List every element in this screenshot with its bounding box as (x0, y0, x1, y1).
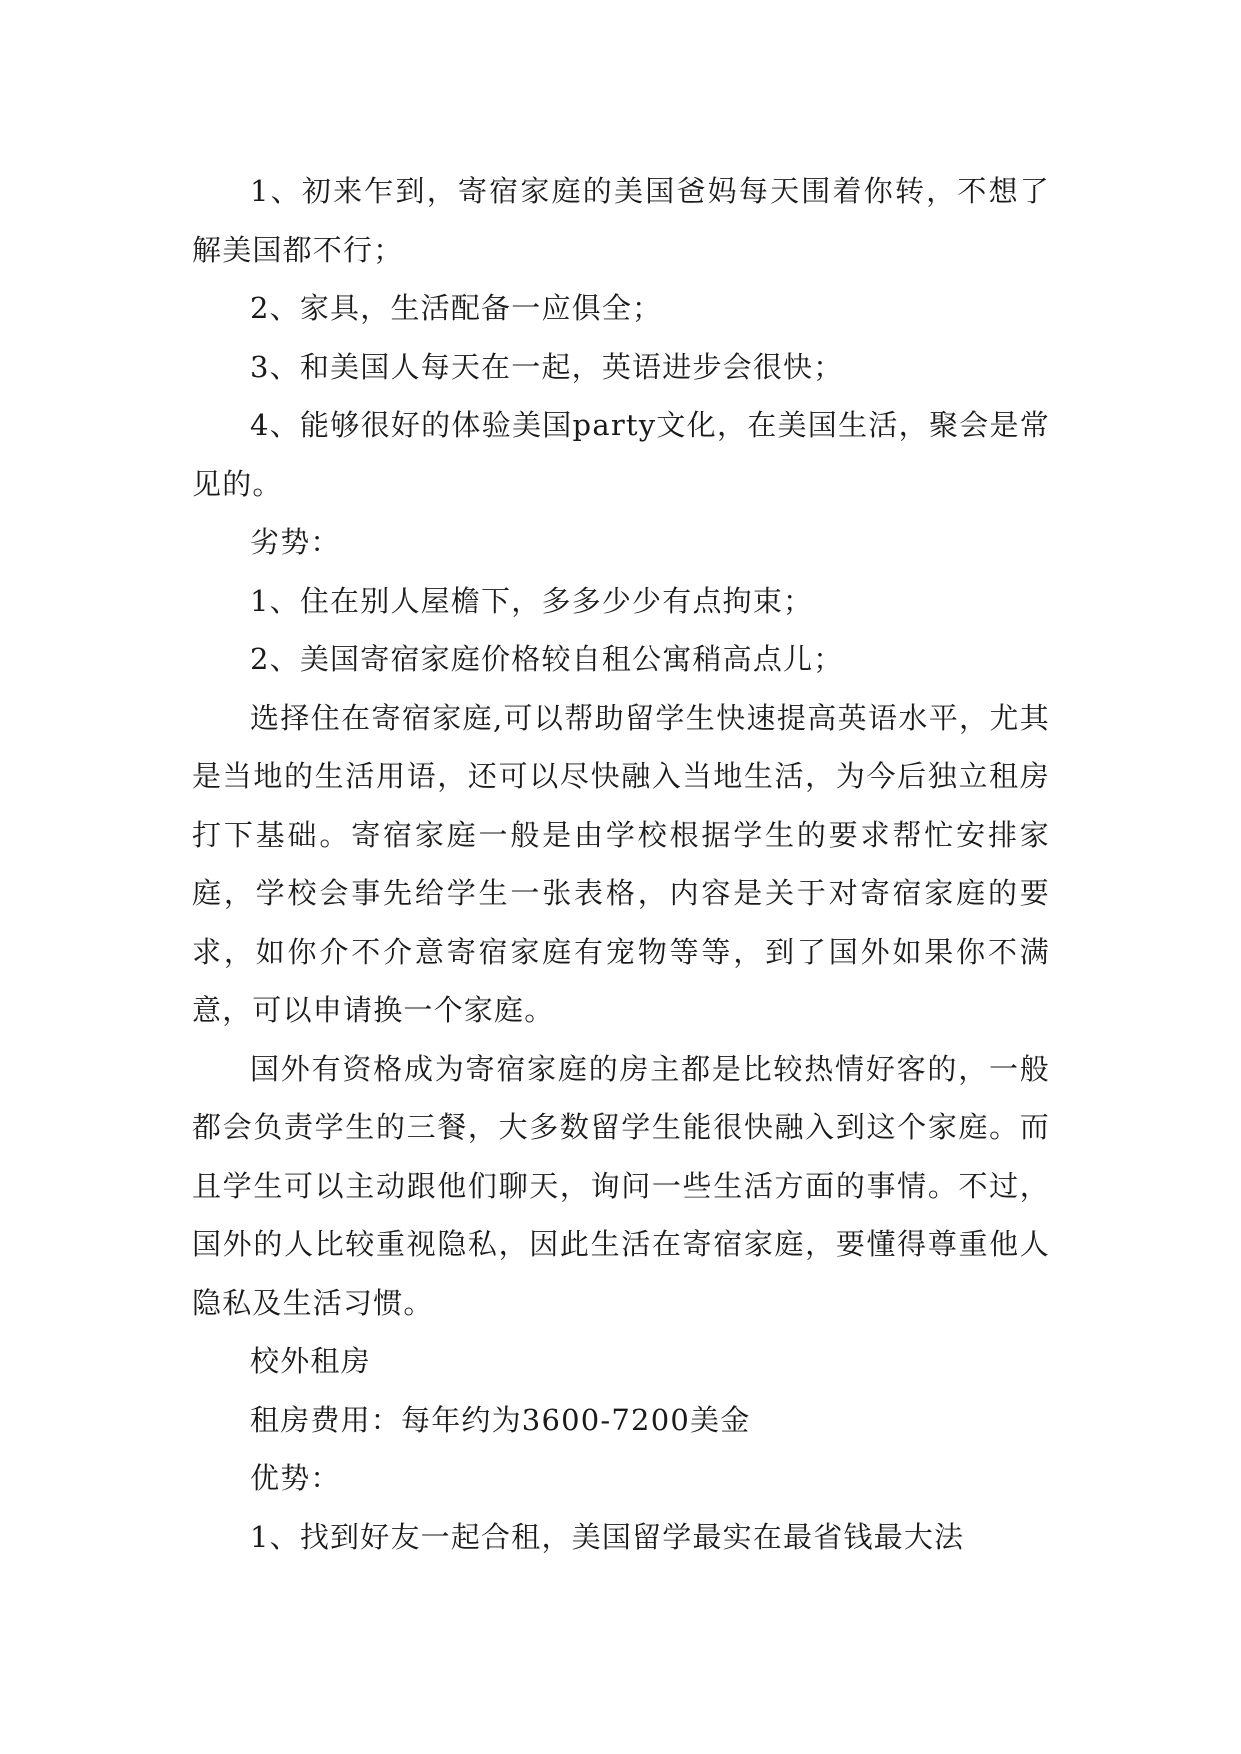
document-body (192, 162, 1050, 1566)
paragraph-advantage-2: 2、家具，生活配备一应俱全； (250, 291, 663, 325)
paragraph-disadvantage-1: 1、住在别人屋檐下，多多少少有点拘束； (250, 583, 814, 618)
heading-advantages: 优势： (250, 1461, 341, 1495)
paragraph-advantage-1: 1、初来乍到，寄宿家庭的美国爸妈每天围着你转，不想了解美国都不行； (192, 174, 1050, 267)
paragraph-homestay-choice: 选择住在寄宿家庭,可以帮助留学生快速提高英语水平，尤其是当地的生活用语，还可以尽快融入当地生活，为今后独立租房打下基础。寄宿家庭一般是由学校根据学生的要求帮忙安排家庭，学校会事先给学生一张表格，内容是关于对寄宿家庭的要求，如你介不介意寄宿家庭有宠物等等，到了国外如果你不满意，可以申请换一个家庭。 (192, 700, 1050, 1027)
paragraph-advantage-3: 3、和美国人每天在一起，英语进步会很快； (250, 349, 844, 384)
paragraph-rental-cost: 租房费用：每年约为3600-7200美金 (250, 1402, 751, 1437)
paragraph-rental-advantage-1: 1、找到好友一起合租，美国留学最实在最省钱最大法 (250, 1519, 965, 1554)
heading-off-campus-rental: 校外租房 (250, 1344, 371, 1378)
paragraph-advantage-4: 4、能够很好的体验美国party文化，在美国生活，聚会是常见的。 (192, 408, 1050, 501)
paragraph-homestay-hosts: 国外有资格成为寄宿家庭的房主都是比较热情好客的，一般都会负责学生的三餐，大多数留学生能很快融入到这个家庭。而且学生可以主动跟他们聊天，询问一些生活方面的事情。不过，国外的人比较重视隐私，因此生活在寄宿家庭，要懂得尊重他人隐私及生活习惯。 (192, 1051, 1050, 1320)
paragraph-disadvantage-2: 2、美国寄宿家庭价格较自租公寓稍高点儿； (250, 642, 844, 676)
heading-disadvantages: 劣势： (250, 525, 341, 559)
